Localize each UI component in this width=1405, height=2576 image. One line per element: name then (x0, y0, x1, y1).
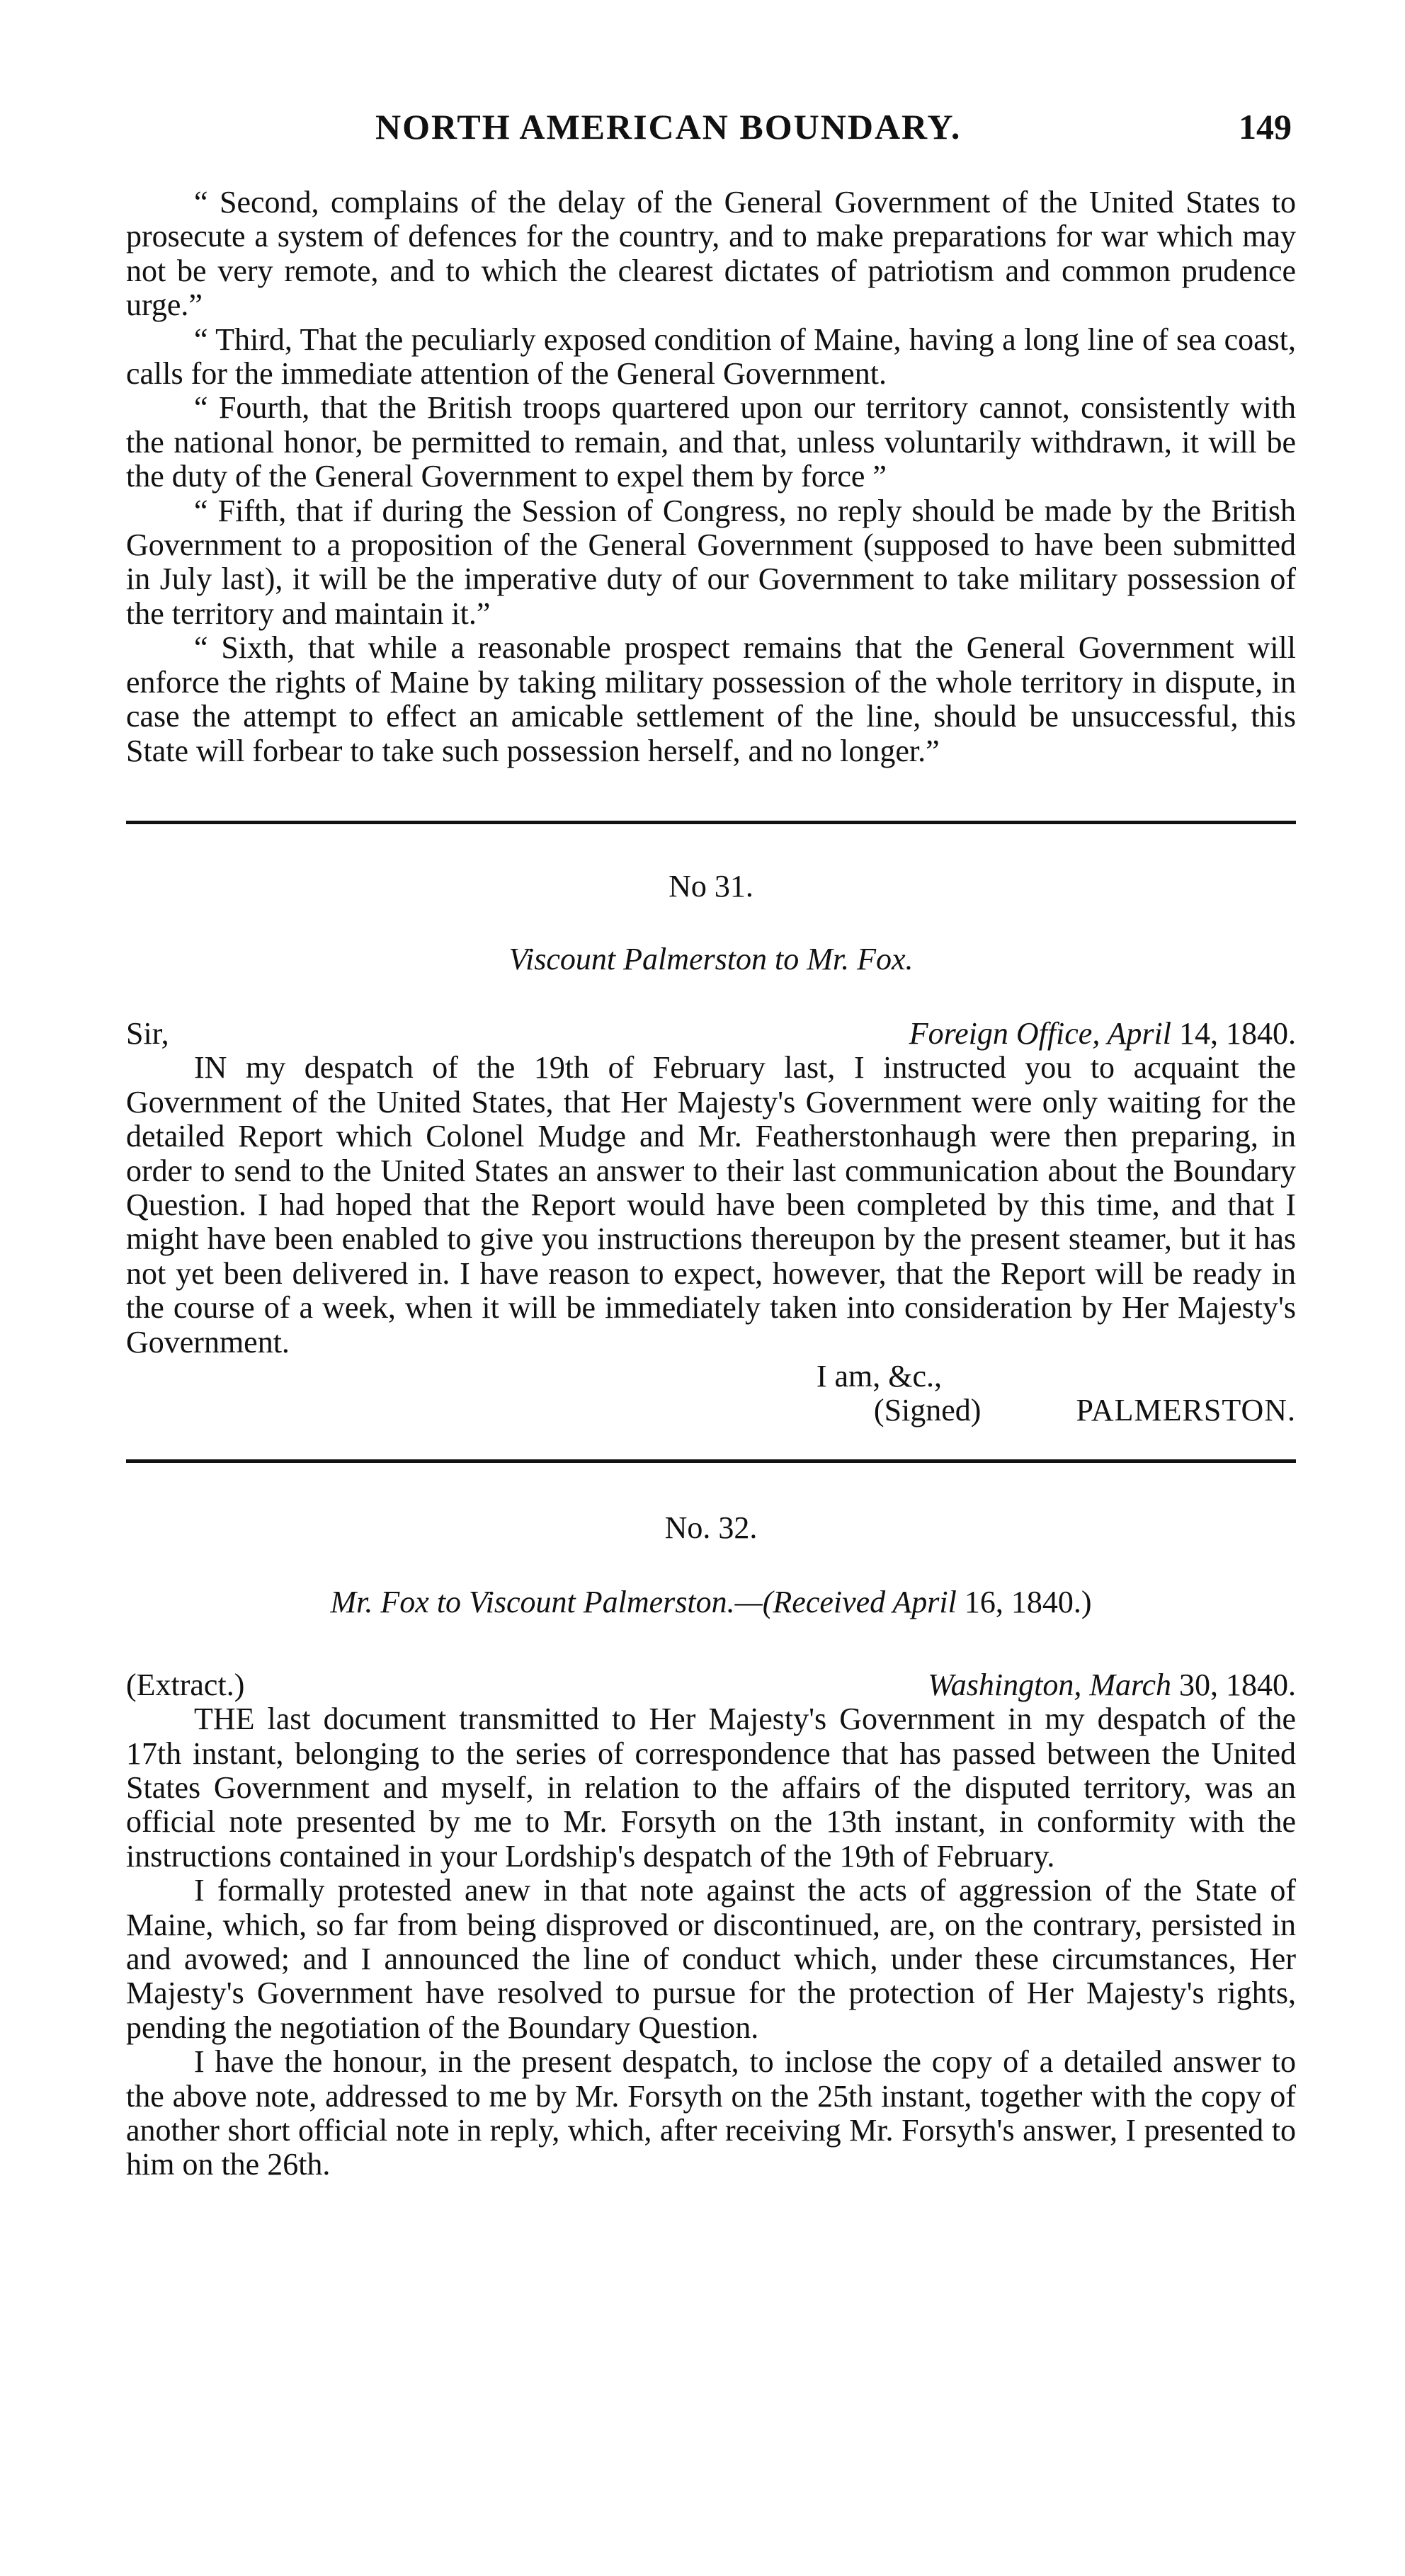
document-number-32: No. 32. (664, 1510, 758, 1545)
heading-date-32: 16, 1840.) (964, 1584, 1092, 1619)
salutation: Sir, (126, 1015, 169, 1051)
resolution-fifth: “ Fifth, that if during the Session of Congress, no reply should be made by the British Government to a proposition of the General Government (supposed to have been submitted in July last), it will be the imperative duty of our Government to take military possession of the territory and maintain it.” (126, 493, 1296, 631)
dateline-date-32: 30, 1840. (1179, 1667, 1296, 1702)
letter-paragraph: I formally protested anew in that note against the acts of aggression of the State of Maine, which, so far from being disproved or discontinued, are, on the contrary, persisted in and avowed; and I announced the line of conduct which, under these circumstances, Her Majesty's Government have resolved to pursue for the protection of Her Majesty's rights, pending the negotiation of the Boundary Question. (126, 1873, 1296, 2045)
page-number: 149 (1239, 107, 1292, 147)
running-title: NORTH AMERICAN BOUNDARY. (375, 107, 962, 147)
document-number-31: No 31. (669, 868, 753, 904)
letter-body-31: IN my despatch of the 19th of February last, I instructed you to acquaint the Government of the United States, that Her Majesty's Government were only waiting for the detailed Report which Colonel Mudge and Mr. Featherstonhaugh were then preparing, in order to send to the United States an answer to their last communication about the Boundary Question. I had hoped that the Report would have been completed by this time, and that I might have been enabled to give you instructions thereupon by the present steamer, but it has not yet been delivered in. I have reason to expect, however, that the Report will be ready in the course of a week, when it will be immediately taken into consideration by Her Majesty's Government. (126, 1050, 1296, 1360)
dateline-31 (909, 1017, 1296, 1051)
page-content (126, 186, 1296, 2182)
letter-paragraph: I have the honour, in the present despatch, to inclose the copy of a detailed answer to the above note, addressed to me by Mr. Forsyth on the 25th instant, together with the copy of another short official note in reply, which, after receiving Mr. Forsyth's answer, I presented to him on the 26th. (126, 2044, 1296, 2182)
signature-row (126, 1394, 1296, 1427)
document-heading-32 (126, 1584, 1296, 1620)
resolution-third: “ Third, That the peculiarly exposed condition of Maine, having a long line of sea coast, calls for the immediate attention of the General Government. (126, 321, 1296, 392)
section-divider (126, 1459, 1296, 1463)
resolutions-block (126, 186, 1296, 768)
dateline-32 (928, 1668, 1296, 1702)
dateline-date-31: 14, 1840. (1179, 1015, 1296, 1051)
resolution-second: “ Second, complains of the delay of the General Government of the United States to prosecute a system of defences for the country, and to make preparations for war which may not be very remote, and to which the clearest dictates of patriotism and common prudence urge.” (126, 185, 1296, 323)
closing-phrase: I am, &c., (816, 1358, 942, 1394)
extract-row (126, 1668, 1296, 1702)
document-heading-31: Viscount Palmerston to Mr. Fox. (508, 941, 914, 976)
section-divider (126, 821, 1296, 824)
resolution-fourth: “ Fourth, that the British troops quartered upon our territory cannot, consistently with the national honor, be permitted to remain, and that, unless voluntarily withdrawn, it will be the duty of the General Government to expel them by force ” (126, 390, 1296, 494)
extract-label: (Extract.) (126, 1667, 245, 1702)
salutation-row (126, 1017, 1296, 1051)
letter-paragraph: THE last document transmitted to Her Majesty's Government in my despatch of the 17th instant, belonging to the series of correspondence that has passed between the United States Government and myself, in relation to the affairs of the disputed territory, was an official note presented by me to Mr. Forsyth on the 13th instant, in conformity with the instructions contained in your Lordship's despatch of the 19th of February. (126, 1702, 1296, 1874)
resolution-sixth: “ Sixth, that while a reasonable prospect remains that the General Government will enforce the rights of Maine by taking military possession of the whole territory in dispute, in case the attempt to effect an amicable settlement of the line, should be unsuccessful, this State will forbear to take such possession herself, and no longer.” (126, 630, 1296, 768)
signed-label: (Signed) (873, 1393, 982, 1428)
heading-text-32: Mr. Fox to Viscount Palmerston.—(Received April (330, 1584, 957, 1619)
dateline-place-32: Washington, March (928, 1667, 1171, 1702)
dateline-place-31: Foreign Office, April (909, 1015, 1171, 1051)
page-header (0, 106, 1405, 156)
signature-name: PALMERSTON. (1076, 1393, 1296, 1428)
